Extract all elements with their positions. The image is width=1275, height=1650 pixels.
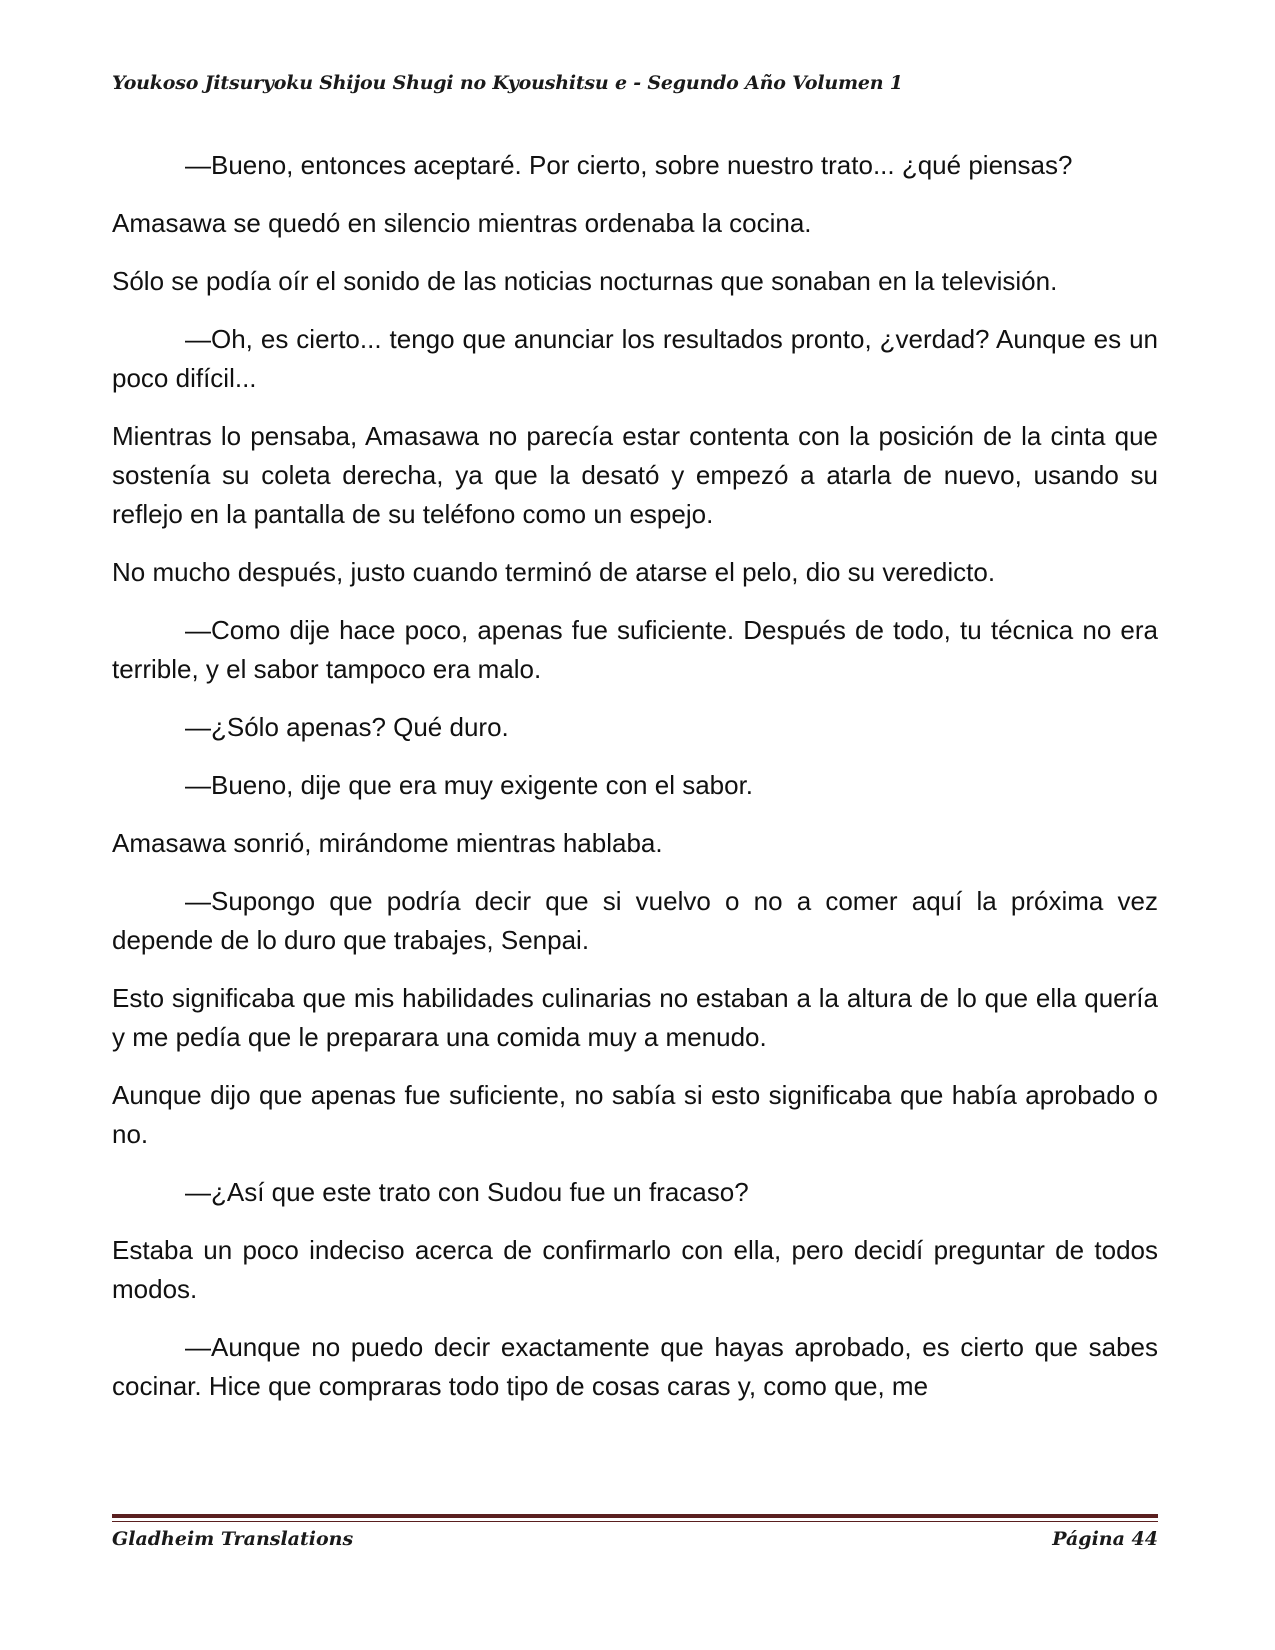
paragraph-dialogue: —Como dije hace poco, apenas fue suficiente. Después de todo, tu técnica no era terrible, y el sabor tampoco era malo. (112, 615, 1158, 684)
paragraph: No mucho después, justo cuando terminó de atarse el pelo, dio su veredicto. (112, 557, 996, 587)
paragraph-dialogue: —Aunque no puedo decir exactamente que hayas aprobado, es cierto que sabes cocinar. Hice que compraras todo tipo de cosas caras y, como que, me (112, 1332, 1158, 1401)
footer-divider-thick (112, 1514, 1158, 1518)
paragraph: Esto significaba que mis habilidades culinarias no estaban a la altura de lo que ella quería y me pedía que le preparara una comida muy a menudo. (112, 983, 1158, 1052)
paragraph: Sólo se podía oír el sonido de las noticias nocturnas que sonaban en la televisión. (112, 266, 1058, 296)
footer-publisher: Gladheim Translations (112, 1528, 354, 1550)
footer-divider-thin (112, 1521, 1158, 1522)
footer-page-number: Página 44 (1052, 1528, 1158, 1550)
paragraph: Aunque dijo que apenas fue suficiente, no sabía si esto significaba que había aprobado o no. (112, 1080, 1158, 1149)
page-header-title: Youkoso Jitsuryoku Shijou Shugi no Kyoushitsu e - Segundo Año Volumen 1 (112, 72, 903, 94)
paragraph-dialogue: —Bueno, dije que era muy exigente con el sabor. (185, 770, 754, 800)
paragraph-dialogue: —Oh, es cierto... tengo que anunciar los resultados pronto, ¿verdad? Aunque es un poco difícil... (112, 324, 1158, 393)
paragraph-dialogue: —¿Sólo apenas? Qué duro. (185, 712, 509, 742)
paragraph: Amasawa se quedó en silencio mientras ordenaba la cocina. (112, 208, 812, 238)
paragraph-dialogue: —Supongo que podría decir que si vuelvo o no a comer aquí la próxima vez depende de lo duro que trabajes, Senpai. (112, 886, 1158, 955)
paragraph: Amasawa sonrió, mirándome mientras hablaba. (112, 828, 663, 858)
body-text (112, 146, 1158, 1425)
paragraph-dialogue: —¿Así que este trato con Sudou fue un fracaso? (185, 1177, 749, 1207)
paragraph: Mientras lo pensaba, Amasawa no parecía estar contenta con la posición de la cinta que sostenía su coleta derecha, ya que la desató y empezó a atarla de nuevo, usando su reflejo en la pantalla de su teléfono como un espejo. (112, 421, 1158, 529)
paragraph: Estaba un poco indeciso acerca de confirmarlo con ella, pero decidí preguntar de todos modos. (112, 1235, 1158, 1304)
paragraph-dialogue: —Bueno, entonces aceptaré. Por cierto, sobre nuestro trato... ¿qué piensas? (185, 150, 1073, 180)
